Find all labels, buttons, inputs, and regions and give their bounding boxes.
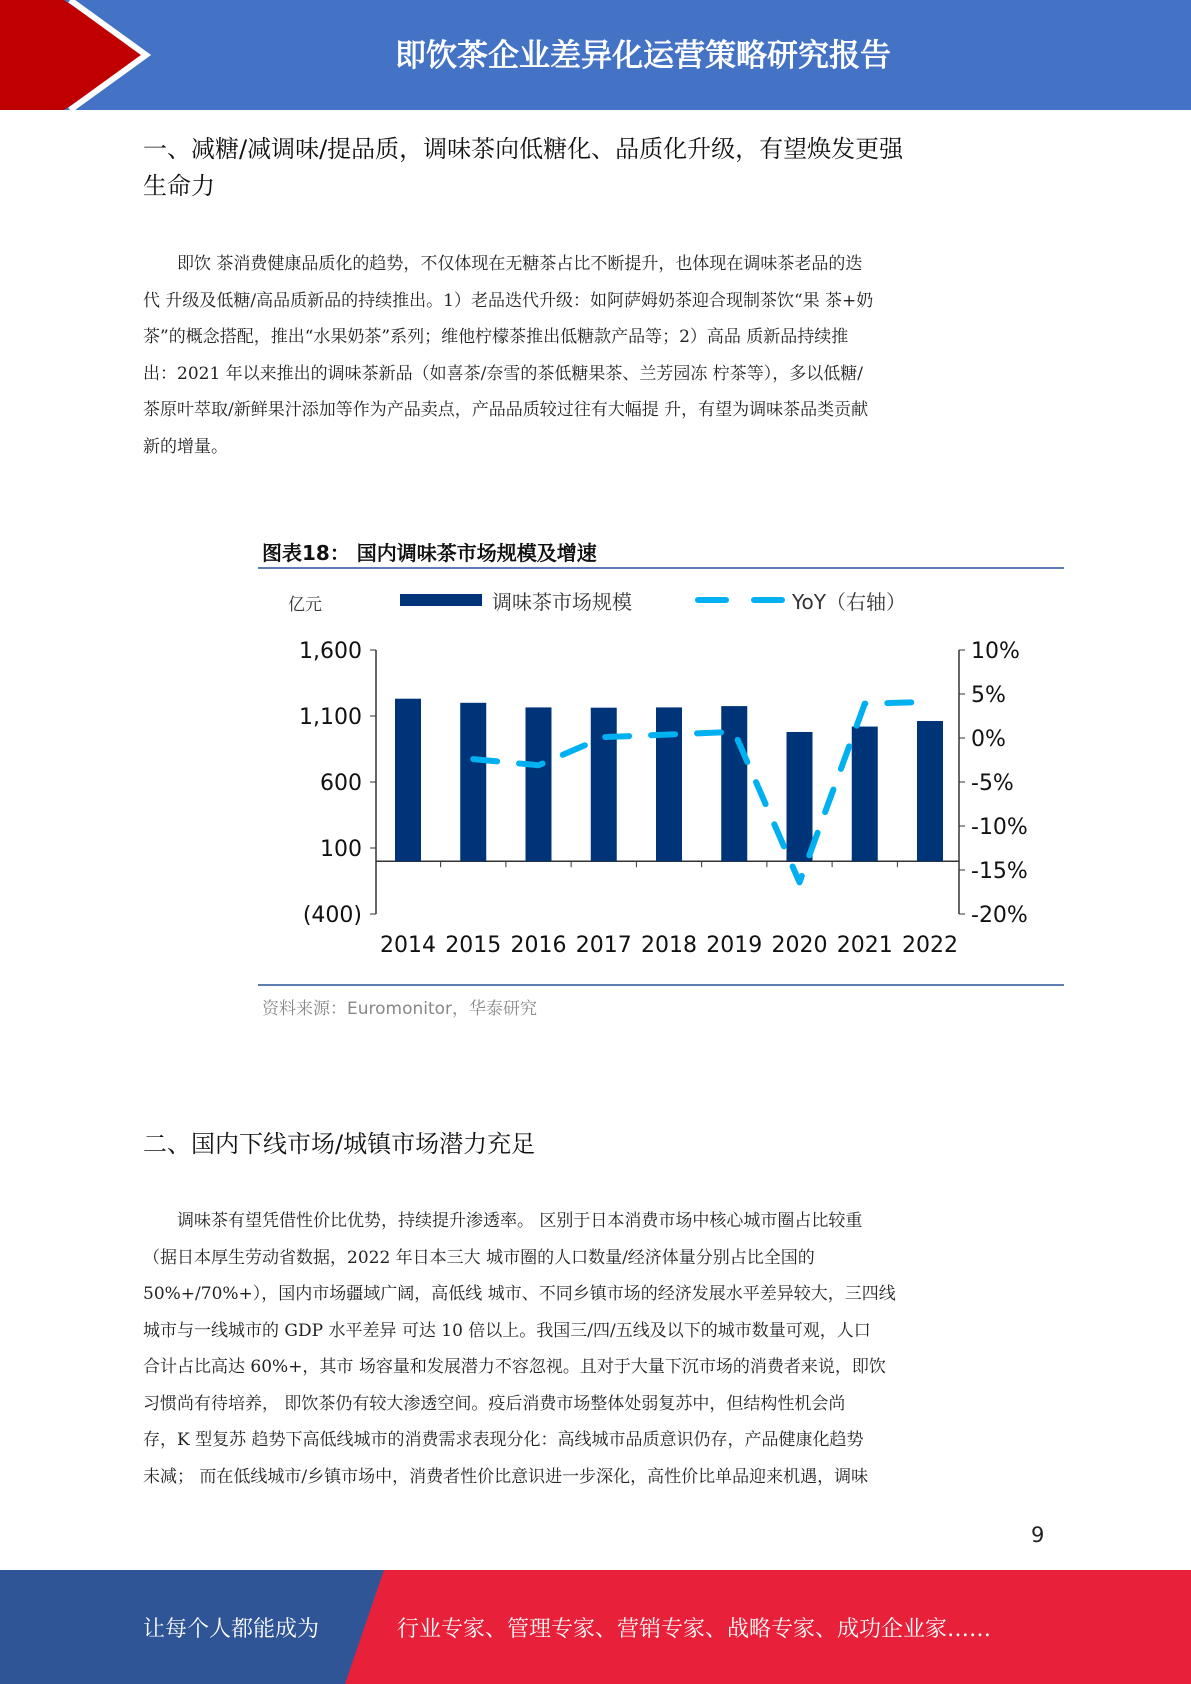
x-tick-label: 2018 — [641, 933, 697, 958]
bar-2015 — [460, 703, 486, 861]
x-tick-label: 2015 — [445, 933, 502, 958]
chart-title: 图表18： 国内调味茶市场规模及增速 — [262, 541, 597, 565]
right-tick-label: -10% — [971, 815, 1028, 840]
section2-heading: 二、国内下线市场/城镇市场潜力充足 — [143, 1130, 536, 1158]
text-line: 未减； 而在低线城市/乡镇市场中，消费者性价比意识进一步深化，高性价比单品迎来机遇，调味 — [143, 1466, 869, 1487]
right-tick-label: -15% — [971, 859, 1028, 884]
legend-bar-swatch — [400, 594, 482, 606]
section1-paragraph — [143, 246, 1043, 465]
right-tick-label: -20% — [971, 903, 1028, 928]
unit-label: 亿元 — [288, 595, 322, 615]
left-tick-label: 100 — [320, 837, 362, 862]
x-tick-label: 2021 — [836, 933, 893, 958]
right-tick-label: 5% — [971, 683, 1006, 708]
right-tick-label: 0% — [971, 727, 1006, 752]
bar-2018 — [656, 707, 682, 861]
text-line: 即饮 茶消费健康品质化的趋势，不仅体现在无糖茶占比不断提升，也体现在调味茶老品的迭 — [143, 254, 863, 274]
text-line: 50%+/70%+），国内市场疆域广阔，高低线 城市、不同乡镇市场的经济发展水平差异较大，三四线 — [143, 1284, 896, 1304]
chart-top-rule — [258, 567, 1064, 569]
left-tick-label: 1,600 — [299, 639, 362, 664]
bar-2014 — [395, 699, 421, 861]
right-tick-label: -5% — [971, 771, 1014, 796]
chart-source: 资料来源：Euromonitor，华泰研究 — [262, 999, 538, 1019]
footer-right-text: 行业专家、管理专家、营销专家、战略专家、成功企业家…… — [397, 1617, 992, 1642]
bar-2016 — [526, 707, 552, 861]
heading-line: 生命力 — [143, 172, 215, 200]
bar-2017 — [591, 708, 617, 862]
section1-heading — [143, 131, 1043, 205]
legend-bar-label: 调味茶市场规模 — [492, 590, 632, 614]
x-tick-label: 2017 — [575, 933, 632, 958]
text-line: 存，K 型复苏 趋势下高低线城市的消费需求表现分化：高线城市品质意识仍存，产品健康化趋势 — [143, 1430, 864, 1450]
x-tick-label: 2020 — [771, 933, 828, 958]
page-number: 9 — [1031, 1523, 1045, 1547]
text-line: 茶”的概念搭配，推出“水果奶茶”系列；维他柠檬茶推出低糖款产品等；2）高品 质新品持续推 — [143, 327, 849, 347]
market-size-chart — [258, 580, 1064, 980]
text-line: 城市与一线城市的 GDP 水平差异 可达 10 倍以上。我国三/四/五线及以下的城市数量可观，人口 — [143, 1320, 871, 1341]
bar-2020 — [787, 732, 813, 861]
bar-2022 — [917, 721, 943, 861]
left-tick-label: 600 — [320, 771, 362, 796]
left-tick-label: (400) — [302, 903, 362, 928]
section2-paragraph — [143, 1203, 1043, 1495]
text-line: 出：2021 年以来推出的调味茶新品（如喜茶/奈雪的茶低糖果茶、兰芳园冻 柠茶等），多以低糖/ — [143, 363, 864, 384]
footer-left-text: 让每个人都能成为 — [143, 1617, 320, 1642]
text-line: 合计占比高达 60%+，其市 场容量和发展潜力不容忽视。且对于大量下沉市场的消费者来说，即饮 — [143, 1357, 886, 1377]
x-tick-label: 2022 — [902, 933, 958, 958]
text-line: （据日本厚生劳动省数据，2022 年日本三大 城市圈的人口数量/经济体量分别占比全国的 — [143, 1247, 815, 1268]
x-tick-label: 2014 — [380, 933, 436, 958]
text-line: 新的增量。 — [143, 436, 228, 457]
x-tick-label: 2016 — [510, 933, 567, 958]
heading-line: 一、减糖/减调味/提品质，调味茶向低糖化、品质化升级，有望焕发更强 — [143, 135, 904, 163]
legend-line-label: YoY（右轴） — [792, 590, 907, 614]
x-tick-label: 2019 — [706, 933, 763, 958]
chart-bottom-rule — [258, 984, 1064, 986]
text-line: 茶原叶萃取/新鲜果汁添加等作为产品卖点，产品品质较过往有大幅提 升，有望为调味茶品类贡献 — [143, 400, 869, 420]
right-tick-label: 10% — [971, 639, 1020, 664]
left-tick-label: 1,100 — [299, 705, 362, 730]
text-line: 习惯尚有待培养， 即饮茶仍有较大渗透空间。疫后消费市场整体处弱复苏中，但结构性机会尚 — [143, 1393, 846, 1414]
bar-2021 — [852, 727, 878, 862]
report-title: 即饮茶企业差异化运营策略研究报告 — [395, 38, 891, 74]
bar-2019 — [721, 706, 747, 861]
text-line: 调味茶有望凭借性价比优势，持续提升渗透率。 区别于日本消费市场中核心城市圈占比较重 — [143, 1211, 863, 1231]
text-line: 代 升级及低糖/高品质新品的持续推出。1）老品迭代升级：如阿萨姆奶茶迎合现制茶饮“果 茶+奶 — [143, 290, 874, 311]
